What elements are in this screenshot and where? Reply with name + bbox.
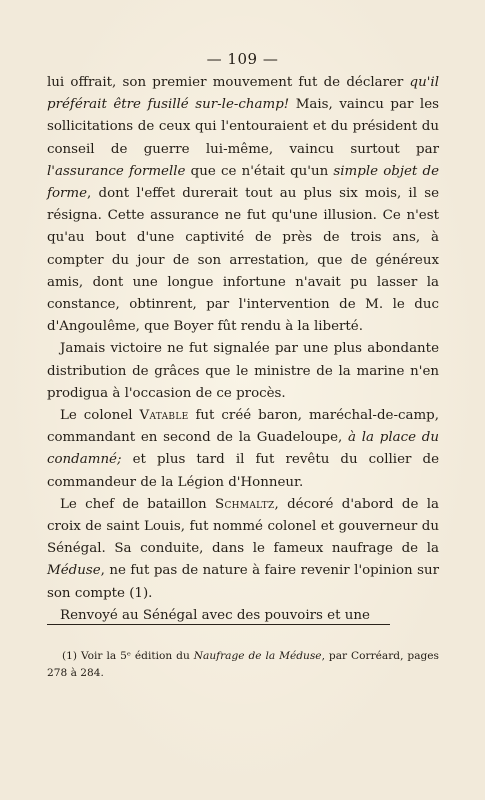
text-run: Mais, vaincu par les sollicitations de ceux qui l'entouraient et du président du conseil de guerre lui-même, vaincu surtout par	[47, 97, 439, 157]
paragraph	[47, 72, 439, 338]
person-name: Vatable	[139, 408, 189, 424]
paragraph	[47, 338, 439, 405]
footnote-rule	[47, 624, 390, 625]
paragraph	[47, 405, 439, 494]
text-run: lui offrait, son premier mouvement fut de déclarer	[47, 75, 410, 90]
text-run: Renvoyé au Sénégal avec des pouvoirs et une	[60, 607, 370, 623]
book-title: Naufrage de la Méduse	[193, 650, 322, 662]
person-name: Schmaltz	[215, 496, 275, 512]
text-run: que ce n'était qu'un	[185, 163, 334, 179]
italic-phrase: à la place du condamné;	[47, 430, 439, 468]
body-text	[47, 72, 439, 627]
footnote-text	[47, 648, 439, 682]
text-run: , dont l'effet durerait tout au plus six mois, il se résigna. Cette assurance ne fut qu'une illusion. Ce n'est qu'au bout d'une captivité de près de trois ans, à compter du jour de son arrestation, que de généreux amis, dont une longue infortune n'avait pu lasser la constance, obtinrent, par l'intervention de M. le duc d'Angoulême, que Boyer fût rendu à la liberté.	[47, 186, 439, 335]
text-run: , décoré d'abord de la croix de saint Louis, fut nommé colonel et gouverneur du Sénégal. Sa conduite, dans le fameux naufrage de la	[47, 496, 439, 557]
paragraph	[47, 494, 439, 605]
text-run: fut créé baron, maréchal-de-camp, commandant en second de la Guadeloupe,	[47, 408, 439, 446]
footnote	[47, 648, 439, 682]
text-run: Jamais victoire ne fut signalée par une plus abondante distribution de grâces que le ministre de la marine n'en prodigua à l'occasion de ce procès.	[47, 341, 439, 401]
text-run: Le chef de bataillon	[60, 496, 215, 512]
text-run: , ne fut pas de nature à faire revenir l'opinion sur son compte (1).	[47, 563, 439, 601]
italic-phrase: qu'il préférait être fusillé sur-le-champ!	[47, 75, 439, 113]
text-run: (1) Voir la 5ᵉ édition du	[62, 650, 194, 662]
text-run: et plus tard il fut revêtu du collier de commandeur de la Légion d'Honneur.	[47, 452, 439, 490]
italic-phrase: l'assurance formelle	[47, 163, 186, 179]
italic-phrase: simple objet de forme	[47, 163, 439, 202]
italic-phrase: Méduse	[47, 563, 101, 579]
page-number: — 109 —	[206, 50, 279, 68]
text-run: , par Corréard, pages 278 à 284.	[47, 650, 439, 679]
text-run: Le colonel	[60, 408, 140, 424]
